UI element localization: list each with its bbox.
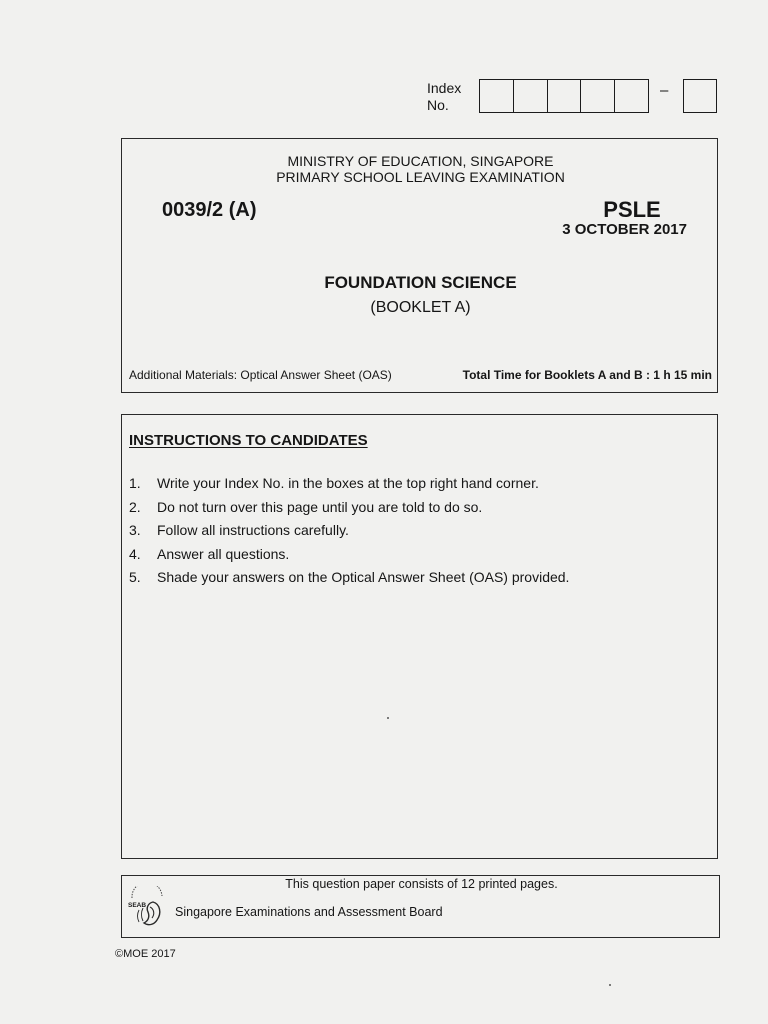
instructions-list [129,474,569,592]
instruction-number: 4. [129,545,141,562]
subject-title: FOUNDATION SCIENCE [324,273,517,292]
index-digit-box[interactable] [514,80,548,112]
footer-panel [121,875,720,938]
instruction-number: 2. [129,498,141,515]
instructions-panel [121,414,718,859]
seab-logo-text: SEAB [128,902,147,909]
booklet-label: (BOOKLET A) [370,299,471,316]
index-dash: – [660,82,669,99]
printed-pages-note: This question paper consists of 12 printed pages. [285,877,558,891]
index-number-label [427,80,461,114]
seab-logo [126,886,172,932]
instruction-number: 3. [129,522,141,538]
copyright: ©MOE 2017 [115,948,176,960]
ministry-heading [122,153,719,185]
instruction-text: Do not turn over this page until you are told to do so. [157,498,483,515]
total-time: Total Time for Booklets A and B : 1 h 15 min [462,368,712,382]
instruction-item [129,545,569,569]
seab-lion-icon [126,886,172,932]
index-check-box[interactable] [683,79,717,113]
index-number-boxes [479,79,649,113]
exam-name: PRIMARY SCHOOL LEAVING EXAMINATION [276,169,565,185]
index-digit-box[interactable] [581,80,615,112]
exam-short-name: PSLE [603,197,661,222]
instruction-text: Write your Index No. in the boxes at the top right hand corner. [157,475,539,491]
exam-date: 3 OCTOBER 2017 [562,221,687,238]
index-digit-box[interactable] [548,80,582,112]
ministry-name: MINISTRY OF EDUCATION, SINGAPORE [287,153,554,169]
instruction-text: Answer all questions. [157,545,290,562]
instruction-number: 1. [129,475,141,491]
index-digit-box[interactable] [480,80,514,112]
paper-code: 0039/2 (A) [162,199,257,221]
instruction-text: Shade your answers on the Optical Answer Sheet (OAS) provided. [157,569,570,585]
board-name: Singapore Examinations and Assessment Board [175,905,443,919]
instruction-text: Follow all instructions carefully. [157,522,349,538]
instruction-item [129,568,569,592]
instruction-item [129,521,569,545]
scan-speck [387,717,389,719]
index-digit-box[interactable] [615,80,648,112]
instruction-item [129,498,569,522]
scan-speck [609,984,611,986]
instruction-number: 5. [129,569,141,585]
additional-materials: Additional Materials: Optical Answer Sheet (OAS) [129,368,392,382]
exam-header-panel [121,138,718,393]
index-label-line2: No. [427,97,449,113]
index-label-line1: Index [427,80,462,96]
instructions-heading: INSTRUCTIONS TO CANDIDATES [129,432,368,449]
instruction-item [129,474,569,498]
